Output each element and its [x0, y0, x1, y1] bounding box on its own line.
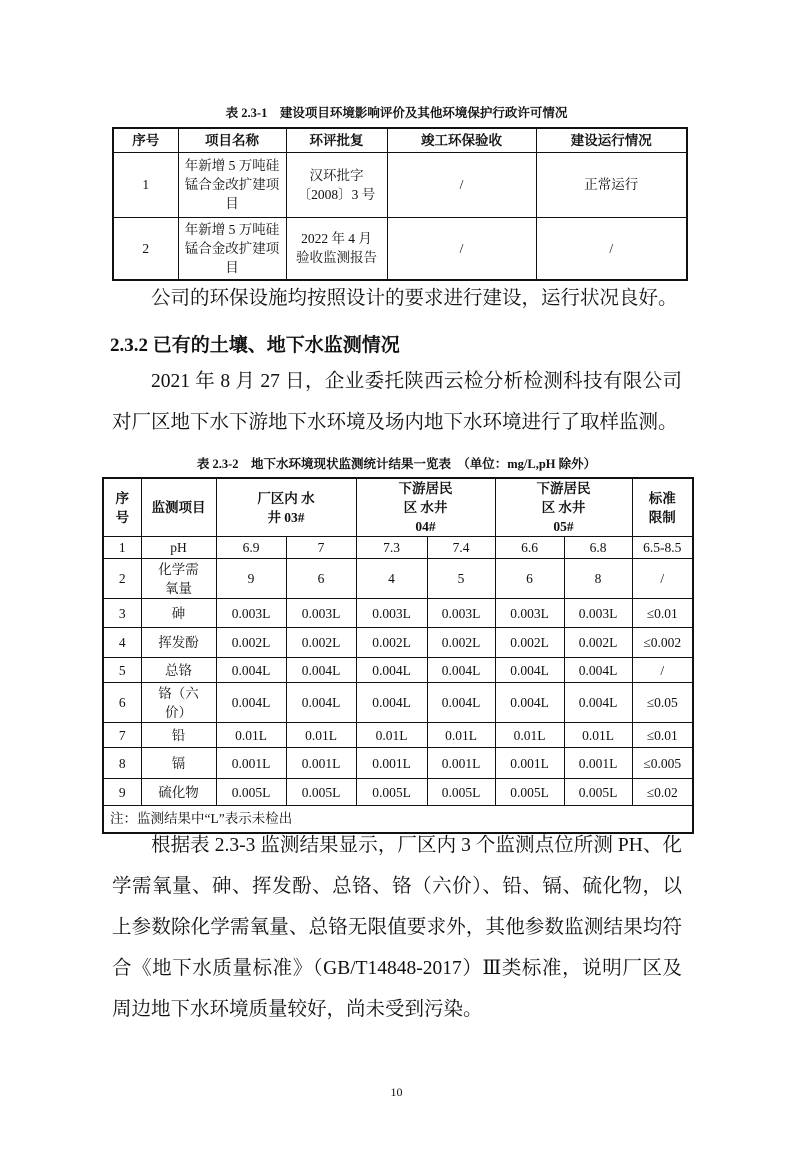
cell-value: 6.8 — [564, 537, 632, 559]
cell-limit: 6.5-8.5 — [632, 537, 693, 559]
cell-no: 2 — [103, 559, 141, 599]
cell-limit: ≤0.01 — [632, 599, 693, 628]
table-row — [103, 748, 693, 779]
cell-value: 0.004L — [286, 658, 356, 683]
header-completion-acceptance: 竣工环保验收 — [387, 128, 536, 152]
cell-value: 0.001L — [216, 748, 286, 779]
permit-table — [112, 127, 688, 281]
cell-value: 5 — [427, 559, 495, 599]
cell-value: 6 — [495, 559, 564, 599]
cell-limit: ≤0.005 — [632, 748, 693, 779]
header-well-05: 下游居民区 水井 05# — [495, 478, 632, 537]
table-row — [103, 723, 693, 748]
cell-limit: ≤0.02 — [632, 779, 693, 806]
paragraph-conclusion: 根据表 2.3-3 监测结果显示，厂区内 3 个监测点位所测 PH、化学需氧量、砷、挥发酚、总铬、铬（六价）、铅、镉、硫化物，以上参数除化学需氧量、总铬无限值要求外，其他参数监测结果均符合《地下水质量标准》（GB/T14848-2017）Ⅲ类标准，说明厂区及周边地下水环境质量较好，尚未受到污染。 — [112, 835, 682, 1020]
cell-value: 0.002L — [216, 628, 286, 658]
cell-value: 0.005L — [286, 779, 356, 806]
cell-status: 正常运行 — [536, 152, 687, 217]
cell-no: 2 — [113, 217, 178, 280]
cell-value: 0.004L — [356, 683, 427, 723]
cell-value: 4 — [356, 559, 427, 599]
cell-no: 8 — [103, 748, 141, 779]
cell-value: 0.003L — [216, 599, 286, 628]
header-no: 序号 — [113, 128, 178, 152]
cell-no: 1 — [113, 152, 178, 217]
cell-value: 9 — [216, 559, 286, 599]
cell-no: 3 — [103, 599, 141, 628]
cell-value: 7.3 — [356, 537, 427, 559]
cell-value: 0.01L — [495, 723, 564, 748]
cell-value: 0.004L — [564, 683, 632, 723]
cell-value: 8 — [564, 559, 632, 599]
cell-value: 0.002L — [495, 628, 564, 658]
table-note: 注：监测结果中“L”表示未检出 — [103, 806, 693, 833]
cell-no: 6 — [103, 683, 141, 723]
cell-value: 0.004L — [495, 658, 564, 683]
cell-value: 0.01L — [356, 723, 427, 748]
cell-item: 挥发酚 — [141, 628, 216, 658]
cell-limit: / — [632, 658, 693, 683]
paragraph-environmental-facilities: 公司的环保设施均按照设计的要求进行建设，运行状况良好。 — [151, 288, 678, 309]
cell-acceptance: / — [387, 152, 536, 217]
cell-no: 4 — [103, 628, 141, 658]
cell-item: 总铬 — [141, 658, 216, 683]
cell-project-name: 年新增 5 万吨硅锰合金改扩建项目 — [178, 152, 286, 217]
table1-caption: 表 2.3-1 建设项目环境影响评价及其他环境保护行政许可情况 — [225, 106, 568, 120]
cell-value: 6.6 — [495, 537, 564, 559]
groundwater-monitoring-table — [102, 477, 694, 834]
cell-value: 0.01L — [564, 723, 632, 748]
cell-value: 0.004L — [495, 683, 564, 723]
cell-value: 0.004L — [356, 658, 427, 683]
header-well-03: 厂区内 水井 03# — [216, 478, 356, 537]
cell-value: 0.005L — [564, 779, 632, 806]
header-project-name: 项目名称 — [178, 128, 286, 152]
table-row — [113, 152, 687, 217]
cell-value: 0.005L — [495, 779, 564, 806]
cell-value: 0.01L — [216, 723, 286, 748]
cell-value: 7 — [286, 537, 356, 559]
cell-value: 0.01L — [427, 723, 495, 748]
cell-value: 6 — [286, 559, 356, 599]
table-row — [103, 628, 693, 658]
table2-caption: 表 2.3-2 地下水环境现状监测统计结果一览表 （单位：mg/L,pH 除外） — [196, 457, 597, 471]
cell-value: 0.003L — [564, 599, 632, 628]
cell-value: 0.004L — [216, 658, 286, 683]
cell-no: 9 — [103, 779, 141, 806]
cell-status: / — [536, 217, 687, 280]
cell-limit: ≤0.01 — [632, 723, 693, 748]
table-row — [103, 599, 693, 628]
cell-value: 0.004L — [564, 658, 632, 683]
cell-value: 0.002L — [286, 628, 356, 658]
cell-value: 0.005L — [216, 779, 286, 806]
cell-value: 0.004L — [216, 683, 286, 723]
cell-item: 铬（六价） — [141, 683, 216, 723]
cell-value: 0.004L — [427, 658, 495, 683]
paragraph-monitoring-intro: 2021 年 8 月 27 日，企业委托陕西云检分析检测科技有限公司对厂区地下水下游地下水环境及场内地下水环境进行了取样监测。 — [112, 371, 682, 433]
cell-item: 化学需氧量 — [141, 559, 216, 599]
section-heading: 2.3.2 已有的土壤、地下水监测情况 — [110, 335, 400, 356]
cell-value: 0.002L — [427, 628, 495, 658]
page-number: 10 — [390, 1085, 403, 1099]
header-eia-approval: 环评批复 — [286, 128, 387, 152]
header-limit: 标准限制 — [632, 478, 693, 537]
cell-value: 0.001L — [495, 748, 564, 779]
cell-item: 镉 — [141, 748, 216, 779]
cell-value: 0.003L — [286, 599, 356, 628]
cell-value: 0.01L — [286, 723, 356, 748]
cell-value: 0.002L — [356, 628, 427, 658]
cell-limit: / — [632, 559, 693, 599]
cell-value: 0.001L — [427, 748, 495, 779]
header-well-04: 下游居民区 水井 04# — [356, 478, 495, 537]
cell-value: 0.004L — [427, 683, 495, 723]
cell-value: 0.001L — [564, 748, 632, 779]
cell-value: 0.005L — [356, 779, 427, 806]
table-row — [103, 537, 693, 559]
cell-value: 0.003L — [356, 599, 427, 628]
table-row — [103, 683, 693, 723]
cell-value: 0.005L — [427, 779, 495, 806]
cell-item: pH — [141, 537, 216, 559]
cell-no: 5 — [103, 658, 141, 683]
cell-value: 0.003L — [427, 599, 495, 628]
cell-acceptance: / — [387, 217, 536, 280]
cell-value: 6.9 — [216, 537, 286, 559]
table-row — [103, 658, 693, 683]
header-no: 序号 — [103, 478, 141, 537]
header-operation-status: 建设运行情况 — [536, 128, 687, 152]
cell-value: 0.004L — [286, 683, 356, 723]
cell-no: 7 — [103, 723, 141, 748]
header-item: 监测项目 — [141, 478, 216, 537]
cell-item: 铅 — [141, 723, 216, 748]
cell-value: 0.001L — [356, 748, 427, 779]
cell-item: 砷 — [141, 599, 216, 628]
cell-value: 0.003L — [495, 599, 564, 628]
cell-limit: ≤0.002 — [632, 628, 693, 658]
cell-value: 7.4 — [427, 537, 495, 559]
cell-eia-approval: 2022 年 4 月验收监测报告 — [286, 217, 387, 280]
cell-limit: ≤0.05 — [632, 683, 693, 723]
table-row — [113, 217, 687, 280]
cell-item: 硫化物 — [141, 779, 216, 806]
cell-no: 1 — [103, 537, 141, 559]
cell-value: 0.001L — [286, 748, 356, 779]
cell-project-name: 年新增 5 万吨硅锰合金改扩建项目 — [178, 217, 286, 280]
cell-eia-approval: 汉环批字〔2008〕3 号 — [286, 152, 387, 217]
table-row — [103, 779, 693, 806]
table-row — [103, 559, 693, 599]
cell-value: 0.002L — [564, 628, 632, 658]
